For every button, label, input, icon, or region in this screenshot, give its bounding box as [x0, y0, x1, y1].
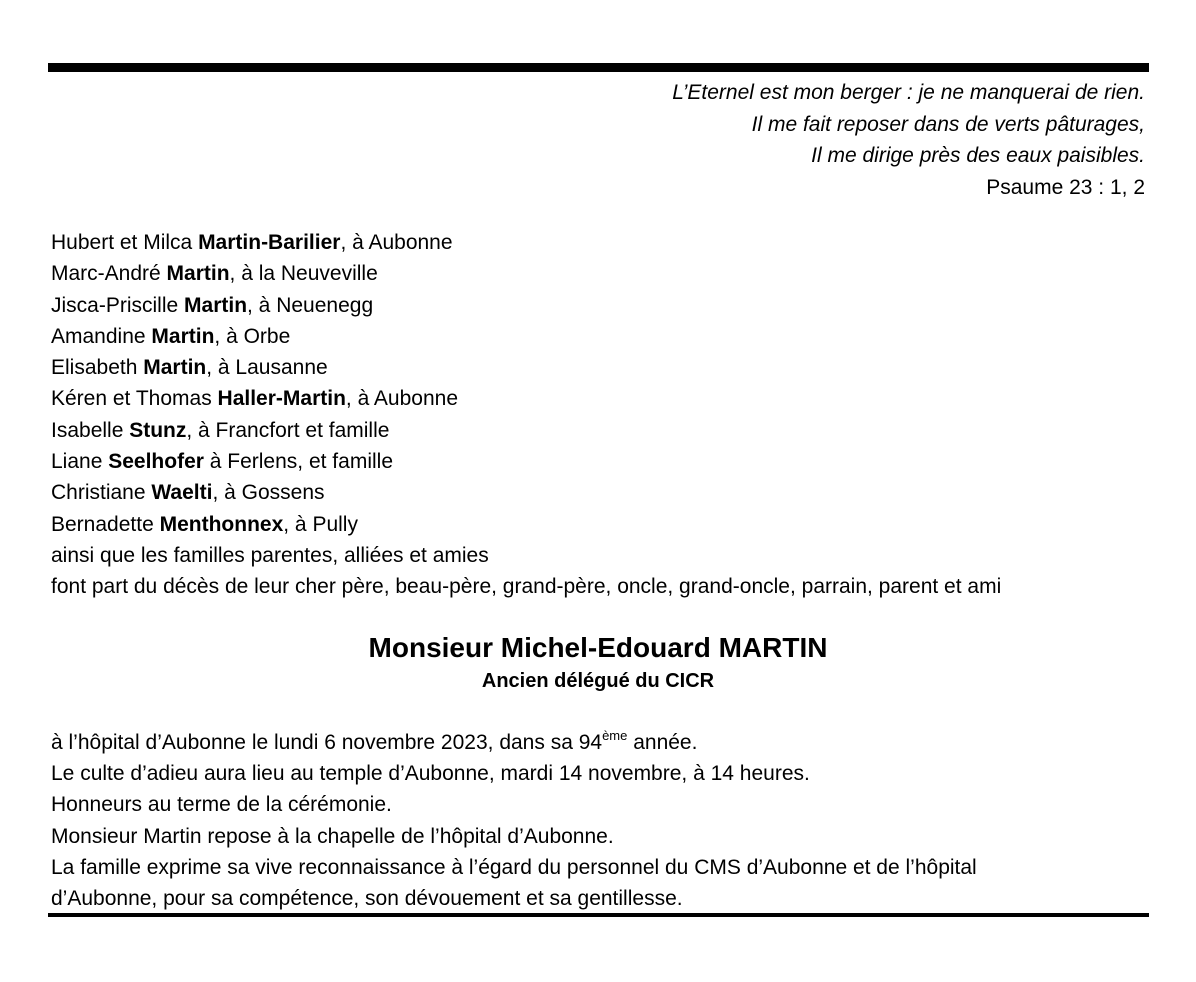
family-member — [51, 415, 1001, 446]
thanks-line: La famille exprime sa vive reconnaissance à l’égard du personnel du CMS d’Aubonne et de l’hôpital — [51, 855, 977, 879]
verse-line: L’Eternel est mon berger : je ne manquerai de rien. — [672, 81, 1145, 104]
member-surname: Waelti — [151, 481, 213, 505]
family-member — [51, 290, 1001, 321]
death-line-text: à l’hôpital d’Aubonne le lundi 6 novembre 2023, dans sa 94 — [51, 731, 603, 754]
family-member — [51, 477, 1001, 508]
repose-line: Monsieur Martin repose à la chapelle de l’hôpital d’Aubonne. — [51, 824, 614, 848]
verse-reference: Psaume 23 : 1, 2 — [986, 175, 1145, 199]
member-suffix: , à la Neuveville — [229, 262, 378, 286]
family-member — [51, 446, 1001, 477]
member-suffix: , à Francfort et famille — [186, 418, 390, 442]
member-surname: Martin — [143, 356, 207, 380]
member-surname: Haller-Martin — [217, 387, 346, 411]
family-member — [51, 227, 1001, 258]
thanks-line-continued: d’Aubonne, pour sa compétence, son dévouement et sa gentillesse. — [51, 887, 683, 911]
closing-line: ainsi que les familles parentes, alliées et amies — [51, 543, 489, 567]
verse-line: Il me fait reposer dans de verts pâturages, — [751, 112, 1145, 136]
member-suffix: , à Pully — [283, 512, 358, 536]
ordinal-suffix: ème — [602, 728, 628, 743]
member-prefix: Marc-André — [51, 262, 167, 286]
ceremony-line: Le culte d’adieu aura lieu au temple d’Aubonne, mardi 14 novembre, à 14 heures. — [51, 762, 810, 786]
member-surname: Seelhofer — [108, 450, 204, 474]
member-suffix: , à Orbe — [214, 324, 291, 348]
family-member — [51, 352, 1001, 383]
member-prefix: Hubert et Milca — [51, 231, 199, 254]
member-prefix: Christiane — [51, 481, 152, 505]
member-suffix: , à Aubonne — [345, 387, 459, 411]
member-prefix: Jisca-Priscille — [51, 293, 185, 317]
family-list — [51, 227, 1001, 603]
member-surname: Martin-Barilier — [198, 231, 341, 254]
member-suffix: , à Gossens — [212, 481, 325, 505]
bible-verse — [672, 77, 1145, 203]
deceased-heading — [0, 629, 1196, 696]
family-member — [51, 509, 1001, 540]
member-prefix: Isabelle — [51, 418, 130, 442]
member-prefix: Liane — [51, 450, 109, 474]
member-surname: Martin — [166, 262, 230, 286]
member-prefix: Elisabeth — [51, 356, 144, 380]
member-suffix: , à Lausanne — [206, 356, 328, 380]
funeral-details — [51, 727, 977, 914]
verse-line: Il me dirige près des eaux paisibles. — [811, 144, 1145, 167]
member-prefix: Kéren et Thomas — [51, 387, 218, 411]
member-surname: Stunz — [129, 418, 187, 442]
top-rule — [48, 63, 1149, 72]
deceased-name: Monsieur Michel-Edouard MARTIN — [368, 632, 828, 663]
member-prefix: Amandine — [51, 324, 152, 348]
member-surname: Martin — [184, 293, 248, 317]
family-member — [51, 383, 1001, 414]
honors-line: Honneurs au terme de la cérémonie. — [51, 793, 392, 817]
member-surname: Menthonnex — [159, 512, 284, 536]
death-line-end: année. — [627, 731, 698, 754]
member-suffix: à Ferlens, et famille — [203, 450, 393, 474]
member-suffix: , à Aubonne — [340, 231, 453, 254]
member-suffix: , à Neuenegg — [247, 293, 374, 317]
bottom-rule — [48, 913, 1149, 917]
death-line — [51, 727, 977, 758]
announcement-line: font part du décès de leur cher père, beau-père, grand-père, oncle, grand-oncle, parrain, parent et ami — [51, 575, 1002, 599]
family-member — [51, 321, 1001, 352]
member-surname: Martin — [151, 324, 215, 348]
family-member — [51, 258, 1001, 289]
deceased-title: Ancien délégué du CICR — [481, 670, 715, 692]
member-prefix: Bernadette — [51, 512, 160, 536]
